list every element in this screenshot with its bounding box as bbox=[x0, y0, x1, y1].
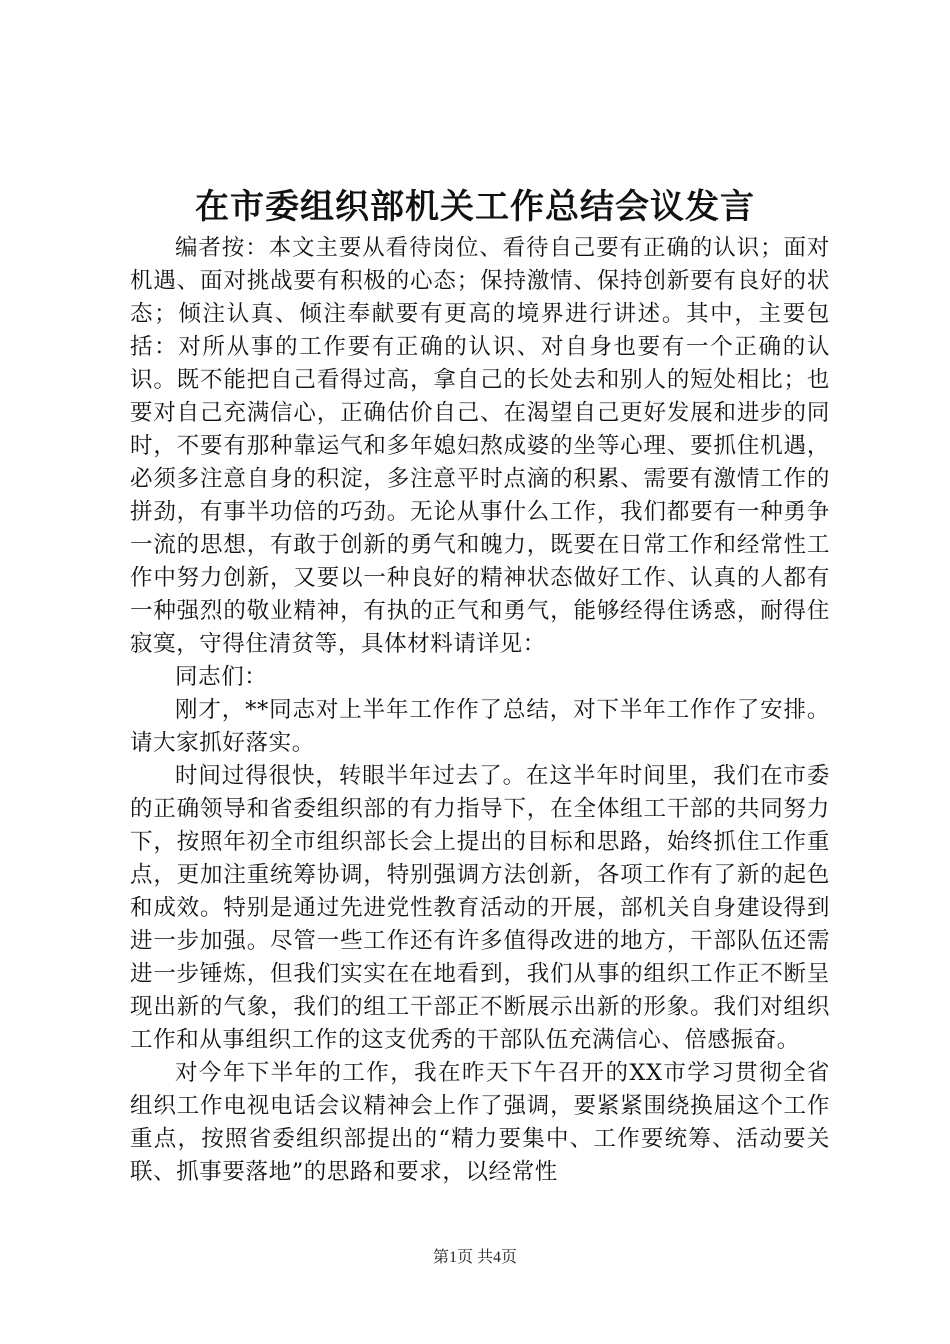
body-paragraph: 刚才，**同志对上半年工作作了总结，对下半年工作作了安排。请大家抓好落实。 bbox=[130, 697, 830, 756]
document-title: 在市委组织部机关工作总结会议发言 bbox=[195, 187, 755, 227]
salutation-paragraph: 同志们： bbox=[175, 664, 268, 690]
editor-note-paragraph: 编者按：本文主要从看待岗位、看待自己要有正确的认识；面对机遇、面对挑战要有积极的心态；保持激情、保持创新要有良好的状态；倾注认真、倾注奉献要有更高的境界进行讲述。其中，主要包括：对所从事的工作要有正确的认识、对自身也要有一个正确的认识。既不能把自己看得过高，拿自己的长处去和别人的短处相比；也要对自己充满信心，正确估价自己、在渴望自己更好发展和进步的同时，不要有那种靠运气和多年媳妇熬成婆的坐等心理、要抓住机遇，必须多注意自身的积淀，多注意平时点滴的积累、需要有激情工作的拼劲，有事半功倍的巧劲。无论从事什么工作，我们都要有一种勇争一流的思想，有敢于创新的勇气和魄力，既要在日常工作和经常性工作中努力创新，又要以一种良好的精神状态做好工作、认真的人都有一种强烈的敬业精神，有执的正气和勇气，能够经得住诱惑，耐得住寂寞，守得住清贫等，具体材料请详见： bbox=[130, 235, 830, 657]
body-paragraph: 对今年下半年的工作，我在昨天下午召开的XX市学习贯彻全省组织工作电视电话会议精神会上作了强调，要紧紧围绕换届这个工作重点，按照省委组织部提出的“精力要集中、工作要统筹、活动要关联、抓事要落地”的思路和要求，以经常性 bbox=[130, 1060, 830, 1185]
document-body bbox=[130, 232, 830, 1189]
body-paragraph: 时间过得很快，转眼半年过去了。在这半年时间里，我们在市委的正确领导和省委组织部的有力指导下，在全体组工干部的共同努力下，按照年初全市组织部长会上提出的目标和思路，始终抓住工作重点，更加注重统筹协调，特别强调方法创新，各项工作有了新的起色和成效。特别是通过先进党性教育活动的开展，部机关自身建设得到进一步加强。尽管一些工作还有许多值得改进的地方，干部队伍还需进一步锤炼，但我们实实在在地看到，我们从事的组织工作正不断呈现出新的气象，我们的组工干部正不断展示出新的形象。我们对组织工作和从事组织工作的这支优秀的干部队伍充满信心、倍感振奋。 bbox=[130, 763, 830, 1053]
page-number-footer: 第1页 共4页 bbox=[432, 1249, 517, 1266]
